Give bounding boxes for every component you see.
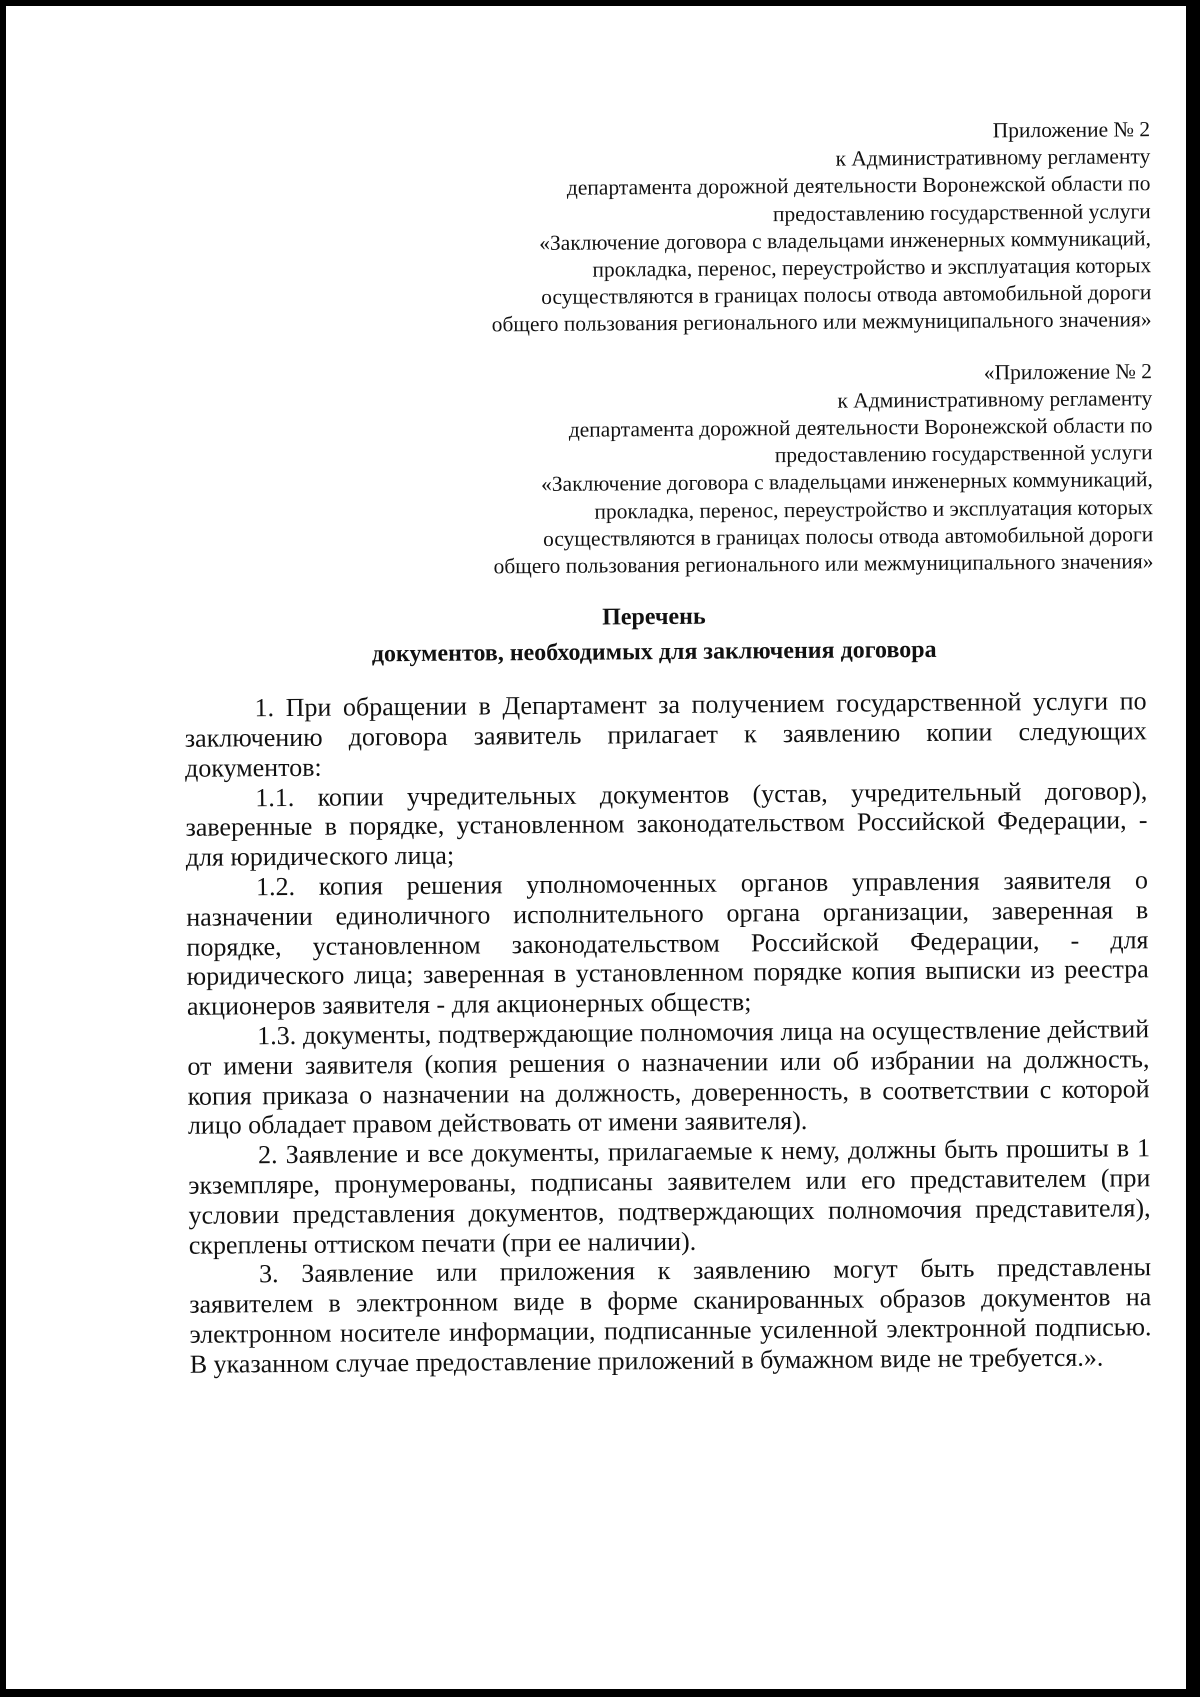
document-page <box>180 116 1160 1379</box>
scan-border-top <box>0 0 1200 6</box>
scan-border-bottom <box>0 1689 1200 1697</box>
header-line: общего пользования регионального или межмуниципального значения» <box>493 549 1154 579</box>
header-line: прокладка, перенос, переустройство и эксплуатация которых <box>594 494 1154 524</box>
header-line: «Заключение договора с владельцами инженерных коммуникаций, <box>541 467 1153 497</box>
quoted-appendix-header <box>182 358 1154 583</box>
paragraph-1-3: 1.3. документы, подтверждающие полномочия лица на осуществление действий от имени заявителя (копия решения о назначении или об избрании на должность, копия приказа о назначении на должность, доверенность, в соответствии с которой лицо обладает правом действовать от имени заявителя). <box>187 1014 1150 1141</box>
header-line: осуществляются в границах полосы отвода автомобильной дороги <box>541 280 1152 310</box>
header-line: предоставлению государственной услуги <box>772 198 1151 226</box>
header-line: к Административному регламенту <box>835 144 1151 171</box>
scan-border-right <box>1186 0 1200 1697</box>
header-line: общего пользования регионального или межмуниципального значения» <box>491 307 1152 337</box>
header-line: осуществляются в границах полосы отвода автомобильной дороги <box>542 522 1154 551</box>
header-line: к Административному регламенту <box>837 386 1153 413</box>
document-body <box>184 686 1159 1379</box>
title-line-2: документов, необходимых для заключения договора <box>371 637 937 668</box>
header-line: прокладка, перенос, переустройство и эксплуатация которых <box>592 253 1152 282</box>
scan-border-left <box>0 0 6 1697</box>
header-line: предоставлению государственной услуги <box>774 440 1153 468</box>
header-line: «Приложение № 2 <box>983 358 1153 385</box>
paragraph-1: 1. При обращении в Департамент за получением государственной услуги по заключению договора заявитель прилагает к заявлению копии следующих документов: <box>184 686 1147 783</box>
header-line: департамента дорожной деятельности Воронежской области по <box>566 171 1151 201</box>
document-title <box>154 596 1155 674</box>
title-line-1: Перечень <box>602 603 706 631</box>
header-line: Приложение № 2 <box>992 117 1151 143</box>
paragraph-1-1: 1.1. копии учредительных документов (устав, учредительный договор), заверенные в порядке, установленном законодательством Российской Федерации, - для юридического лица; <box>185 775 1148 873</box>
paragraph-1-2: 1.2. копия решения уполномоченных органов управления заявителя о назначении единоличного исполнительного органа организации, заверенная в порядке, установленном законодательством Российской Федерации, - для юридического лица; заверенная в установленном порядке копия выписки из реестра акционеров заявителя - для акционерных обществ; <box>186 865 1149 1022</box>
header-line: «Заключение договора с владельцами инженерных коммуникаций, <box>539 225 1152 255</box>
paragraph-2: 2. Заявление и все документы, прилагаемые к нему, должны быть прошиты в 1 экземпляре, пронумерованы, подписаны заявителем или его представителем (при условии представления документов, подтверждающих полномочия представителя), скреплены оттиском печати (при ее наличии). <box>188 1133 1151 1260</box>
paragraph-3: 3. Заявление или приложения к заявлению могут быть представлены заявителем в электронном виде в форме сканированных образов документов на электронном носителе информации, подписанные усиленной электронной подписью. В указанном случае предоставление приложений в бумажном виде не требуется.». <box>189 1252 1152 1379</box>
header-line: департамента дорожной деятельности Воронежской области по <box>568 413 1153 442</box>
appendix-header <box>180 116 1152 341</box>
